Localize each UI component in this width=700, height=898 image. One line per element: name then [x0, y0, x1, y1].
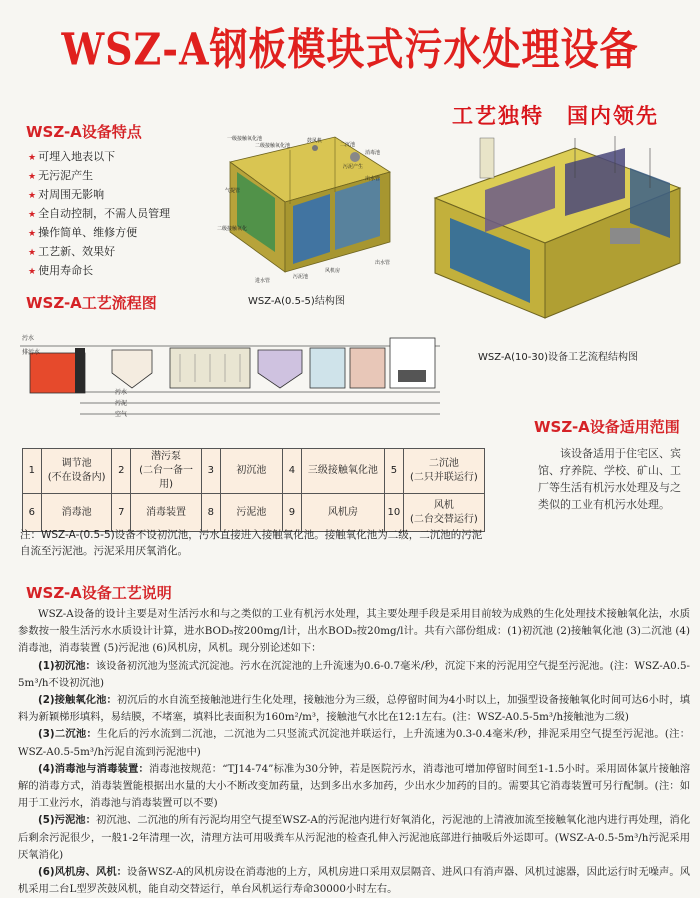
table-row — [23, 494, 485, 532]
description-item: (3)二沉池：生化后的污水流到二沉池，二沉池为二只竖流式沉淀池并联运行，上升流速为0.3-0.4毫米/秒，排泥采用空气提至污泥池。(注：WSZ-A0.5-5m³/h污泥自流到污泥池中) — [18, 728, 690, 758]
flow-heading: WSZ-A工艺流程图 — [26, 294, 157, 312]
table-cell: 风机 (二台交替运行) — [403, 494, 484, 532]
diagram-label: 污泥产生 — [343, 164, 364, 170]
list-item: ★ 使用寿命长 — [28, 262, 170, 281]
description-item: (1)初沉池：该设备初沉池为竖流式沉淀池。污水在沉淀池的上升流速为0.6-0.7毫米/秒，沉淀下来的污泥用空气提至污泥池。(注：WSZ-A0.5-5m³/h不设初沉池) — [18, 659, 690, 689]
description-item: (2)接触氧化池：初沉后的水自流至接触池进行生化处理，接触池分为三级，总停留时间为4小时以上，加强型设备接触氧化时间可达6小时，填料为新颖梯形填料，易结膜，不堵塞，填料比表面积为160m²/m³，接触池气水比在12:1左右。(注：WSZ-A0.5-5m³/h接触池为二级) — [18, 694, 690, 724]
large-diagram-caption: WSZ-A(10-30)设备工艺流程结构图 — [478, 352, 638, 363]
process-flow-diagram — [20, 318, 455, 428]
table-cell: 8 — [201, 494, 220, 532]
list-item: ★ 对周围无影响 — [28, 186, 170, 205]
table-cell: 潜污泵 (二台一备一用) — [131, 449, 202, 494]
table-cell: 4 — [283, 449, 302, 494]
table-cell: 6 — [23, 494, 42, 532]
description-body — [18, 606, 690, 898]
list-item: ★ 操作简单、维修方便 — [28, 224, 170, 243]
small-diagram-caption: WSZ-A(0.5-5)结构图 — [248, 296, 345, 307]
list-item: ★ 工艺新、效果好 — [28, 243, 170, 262]
page-title: WSZ-A钢板模块式污水处理设备 — [61, 23, 639, 75]
table-cell: 三级接触氧化池 — [301, 449, 384, 494]
small-structure-diagram — [215, 132, 400, 292]
scope-text: 该设备适用于住宅区、宾馆、疗养院、学校、矿山、工厂等生活有机污水处理及与之类似的工业有机污水处理。 — [538, 447, 681, 511]
diagram-label: 二沉池 — [340, 142, 356, 148]
diagram-label: 消毒池 — [365, 150, 381, 156]
diagram-label: 出水管 — [365, 176, 381, 182]
features-heading: WSZ-A设备特点 — [26, 123, 142, 141]
table-cell: 初沉池 — [220, 449, 282, 494]
diagram-label: 鼓风机 — [307, 138, 323, 144]
list-item: ★ 可埋入地表以下 — [28, 148, 170, 167]
diagram-label: 气提管 — [225, 188, 241, 194]
description-item: (4)消毒池与消毒装置：消毒池按规范：“TJ14-74”标准为30分钟，若是医院污水，消毒池可增加停留时间至1-1.5小时。采用固体氯片接触溶解的消毒方式，消毒装置能根据出水量的大小不断改变加药量，达到多出水多加药，少出水少加药的目的。需要其它消毒装置可另行配制。(注：如用于工业污水，消毒池与消毒装置可以不要) — [18, 762, 690, 810]
table-cell: 9 — [283, 494, 302, 532]
table-cell: 消毒池 — [41, 494, 112, 532]
description-item: (5)污泥池：初沉池、二沉池的所有污泥均用空气提至WSZ-A的污泥池内进行好氧消化，污泥池的上清液加流至接触氧化池内进行再处理，消化后剩余污泥很少，一般1-2年清理一次，清理方法可用吸粪车从污泥池的检查孔伸入污泥池底部进行抽吸后外运即可。(WSZ-A-0.5-5m³/h污泥采用厌氧消化) — [18, 814, 690, 861]
table-cell: 风机房 — [301, 494, 384, 532]
large-structure-diagram — [425, 128, 687, 343]
diagram-label: 进水管 — [255, 278, 271, 284]
component-legend-table — [22, 448, 485, 532]
table-cell: 调节池 (不在设备内) — [41, 449, 112, 494]
features-list — [28, 148, 170, 281]
flow-label: 空气 — [115, 411, 128, 418]
diagram-label: 二级接触氧化池 — [255, 143, 291, 149]
table-cell: 二沉池 (二只并联运行) — [403, 449, 484, 494]
description-item: (6)风机房、风机：设备WSZ-A的风机房设在消毒池的上方，风机房进口采用双层隔音、进风口有消声器、风机过滤器，因此运行时无噪声。风机采用二台L型罗茨鼓风机，能自动交替运行，单台风机运行寿命30000小时左右。 — [18, 866, 690, 896]
table-cell: 3 — [201, 449, 220, 494]
scope-heading: WSZ-A设备适用范围 — [534, 418, 680, 436]
description-intro: WSZ-A设备的设计主要是对生活污水和与之类似的工业有机污水处理，其主要处理手段是采用目前较为成熟的生化处理技术接触氧化法，水质参数按一般生活污水水质设计计算，进水BOD₅按200mg/l计，出水BOD₅按20mg/l计。共有六部份组成：(1)初沉池 (2)接触氧化池 (3)二沉池 (4)消毒池，消毒装置 (5)污泥池 (6)风机房，风机。现分别论述如下： — [18, 608, 690, 655]
flow-label: 污水 — [22, 335, 35, 342]
table-row — [23, 449, 485, 494]
diagram-label: 出水管 — [375, 260, 391, 266]
slogan: 工艺独特 国内领先 — [452, 104, 659, 128]
description-heading: WSZ-A设备工艺说明 — [26, 584, 172, 602]
table-cell: 5 — [385, 449, 404, 494]
diagram-label: 污泥池 — [293, 274, 309, 280]
table-cell: 7 — [112, 494, 131, 532]
flow-label: 污泥 — [115, 400, 128, 407]
list-item: ★ 全自动控制，不需人员管理 — [28, 205, 170, 224]
flow-label: 排污水 — [22, 349, 41, 356]
table-cell: 10 — [385, 494, 404, 532]
structure-note: 注：WSZ-A-(0.5-5)设备不设初沉池，污水直接进入接触氧化池。接触氧化池为二级，二沉池的污泥自流至污泥池。污泥采用厌氧消化。 — [20, 529, 483, 557]
list-item: ★ 无污泥产生 — [28, 167, 170, 186]
table-cell: 1 — [23, 449, 42, 494]
table-cell: 2 — [112, 449, 131, 494]
diagram-label: 一级接触氧化池 — [227, 136, 263, 142]
table-cell: 消毒装置 — [131, 494, 202, 532]
diagram-label: 风机房 — [325, 268, 341, 274]
table-cell: 污泥池 — [220, 494, 282, 532]
flow-label: 污水 — [115, 389, 128, 396]
diagram-label: 二级接触氧化 — [217, 226, 248, 232]
